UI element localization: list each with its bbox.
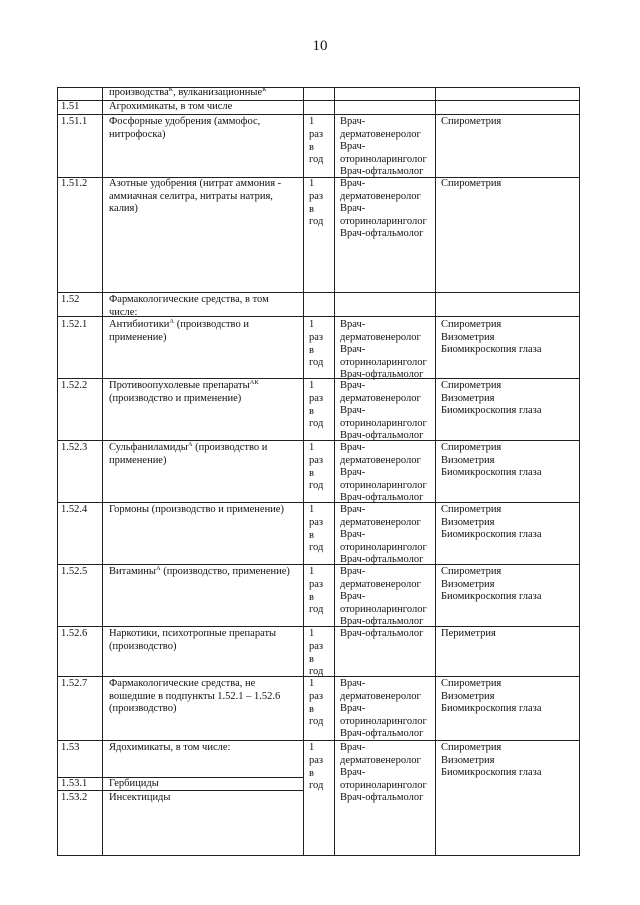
col-border [334, 87, 335, 856]
frequency: 1 раз в год [309, 566, 324, 616]
frequency: 1 раз в год [309, 742, 324, 792]
factor-name: Сульфаниламиды$^А$ (производство и применение) [109, 441, 268, 466]
item-number: 1.52.2 [61, 380, 88, 391]
item-number: 1.51.2 [61, 178, 88, 189]
item-number: 1.51.1 [61, 116, 88, 127]
row-divider [57, 626, 580, 627]
factor-name: Агрохимикаты, в том числе [109, 101, 233, 112]
doctors-list: Врач- дерматовенеролог Врач- оториноларинголог Врач-офтальмолог [340, 678, 427, 739]
factor-name: Гербициды [109, 778, 159, 789]
item-number: 1.51 [61, 101, 80, 112]
studies-list: Спирометрия Визометрия Биомикроскопия глаза [441, 380, 542, 416]
frequency: 1 раз в год [309, 319, 324, 369]
studies-list: Периметрия [441, 628, 496, 639]
factor-name: Ядохимикаты, в том числе: [109, 742, 231, 753]
col-border [57, 87, 58, 856]
col-border [102, 87, 103, 856]
factor-name: Азотные удобрения (нитрат аммония - аммиачная селитра, нитраты натрия, калия) [109, 178, 282, 214]
row-divider [57, 777, 303, 778]
factor-name: Фосфорные удобрения (аммофос, нитрофоска) [109, 116, 261, 140]
factor-name: Фармакологические средства, в том числе: [109, 294, 269, 318]
doctors-list: Врач- дерматовенеролог Врач- оториноларинголог Врач-офтальмолог [340, 380, 427, 441]
page-number: 10 [312, 38, 328, 54]
row-divider [57, 378, 580, 379]
studies-list: Спирометрия Визометрия Биомикроскопия глаза [441, 442, 542, 478]
frequency: 1 раз в год [309, 178, 324, 228]
studies-list: Спирометрия [441, 178, 502, 189]
row-divider [57, 440, 580, 441]
doctors-list: Врач- дерматовенеролог Врач- оториноларинголог Врач-офтальмолог [340, 742, 427, 803]
frequency: 1 раз в год [309, 116, 324, 166]
doctors-list: Врач-офтальмолог [340, 628, 424, 639]
factor-name: Фармакологические средства, не вошедшие в подпункты 1.52.1 – 1.52.6 (производство) [109, 678, 281, 714]
studies-list: Спирометрия Визометрия Биомикроскопия глаза [441, 742, 542, 778]
row-divider [57, 564, 580, 565]
item-number: 1.52.4 [61, 504, 88, 515]
doctors-list: Врач- дерматовенеролог Врач- оториноларинголог Врач-офтальмолог [340, 504, 427, 565]
doctors-list: Врач- дерматовенеролог Врач- оториноларинголог Врач-офтальмолог [340, 116, 427, 177]
factor-name: Антибиотики$^А$ (производство и применение) [109, 318, 249, 343]
frequency: 1 раз в год [309, 504, 324, 554]
item-number: 1.52.3 [61, 442, 88, 453]
frequency: 1 раз в год [309, 628, 324, 678]
studies-list: Спирометрия Визометрия Биомикроскопия глаза [441, 319, 542, 355]
row-divider [57, 114, 580, 115]
item-number: 1.53 [61, 742, 80, 753]
factor-name: Инсектициды [109, 792, 171, 803]
col-border [579, 87, 580, 856]
item-number: 1.52.6 [61, 628, 88, 639]
doctors-list: Врач- дерматовенеролог Врач- оториноларинголог Врач-офтальмолог [340, 178, 427, 239]
studies-list: Спирометрия Визометрия Биомикроскопия глаза [441, 678, 542, 714]
studies-list: Спирометрия Визометрия Биомикроскопия глаза [441, 504, 542, 540]
frequency: 1 раз в год [309, 380, 324, 430]
doctors-list: Врач- дерматовенеролог Врач- оториноларинголог Врач-офтальмолог [340, 442, 427, 503]
frequency: 1 раз в год [309, 678, 324, 728]
hazard-table [57, 87, 580, 856]
factor-name: производства$^К$, вулканизационные$^К$ [109, 86, 267, 98]
item-number: 1.53.1 [61, 778, 88, 789]
doctors-list: Врач- дерматовенеролог Врач- оториноларинголог Врач-офтальмолог [340, 566, 427, 627]
studies-list: Спирометрия [441, 116, 502, 127]
item-number: 1.52.1 [61, 319, 88, 330]
factor-name: Гормоны (производство и применение) [109, 504, 284, 515]
table-border-bottom [57, 855, 580, 856]
col-border [435, 87, 436, 856]
row-divider [57, 790, 303, 791]
factor-name: Противоопухолевые препараты$^{АК}$ (производство и применение) [109, 379, 259, 404]
row-divider [57, 502, 580, 503]
item-number: 1.53.2 [61, 792, 88, 803]
item-number: 1.52.7 [61, 678, 88, 689]
col-border [303, 87, 304, 856]
item-number: 1.52 [61, 294, 80, 305]
doctors-list: Врач- дерматовенеролог Врач- оториноларинголог Врач-офтальмолог [340, 319, 427, 380]
frequency: 1 раз в год [309, 442, 324, 492]
row-divider [57, 740, 580, 741]
item-number: 1.52.5 [61, 566, 88, 577]
factor-name: Витамины$^А$ (производство, применение) [109, 565, 290, 577]
studies-list: Спирометрия Визометрия Биомикроскопия глаза [441, 566, 542, 602]
factor-name: Наркотики, психотропные препараты (производство) [109, 628, 277, 652]
row-divider [57, 292, 580, 293]
